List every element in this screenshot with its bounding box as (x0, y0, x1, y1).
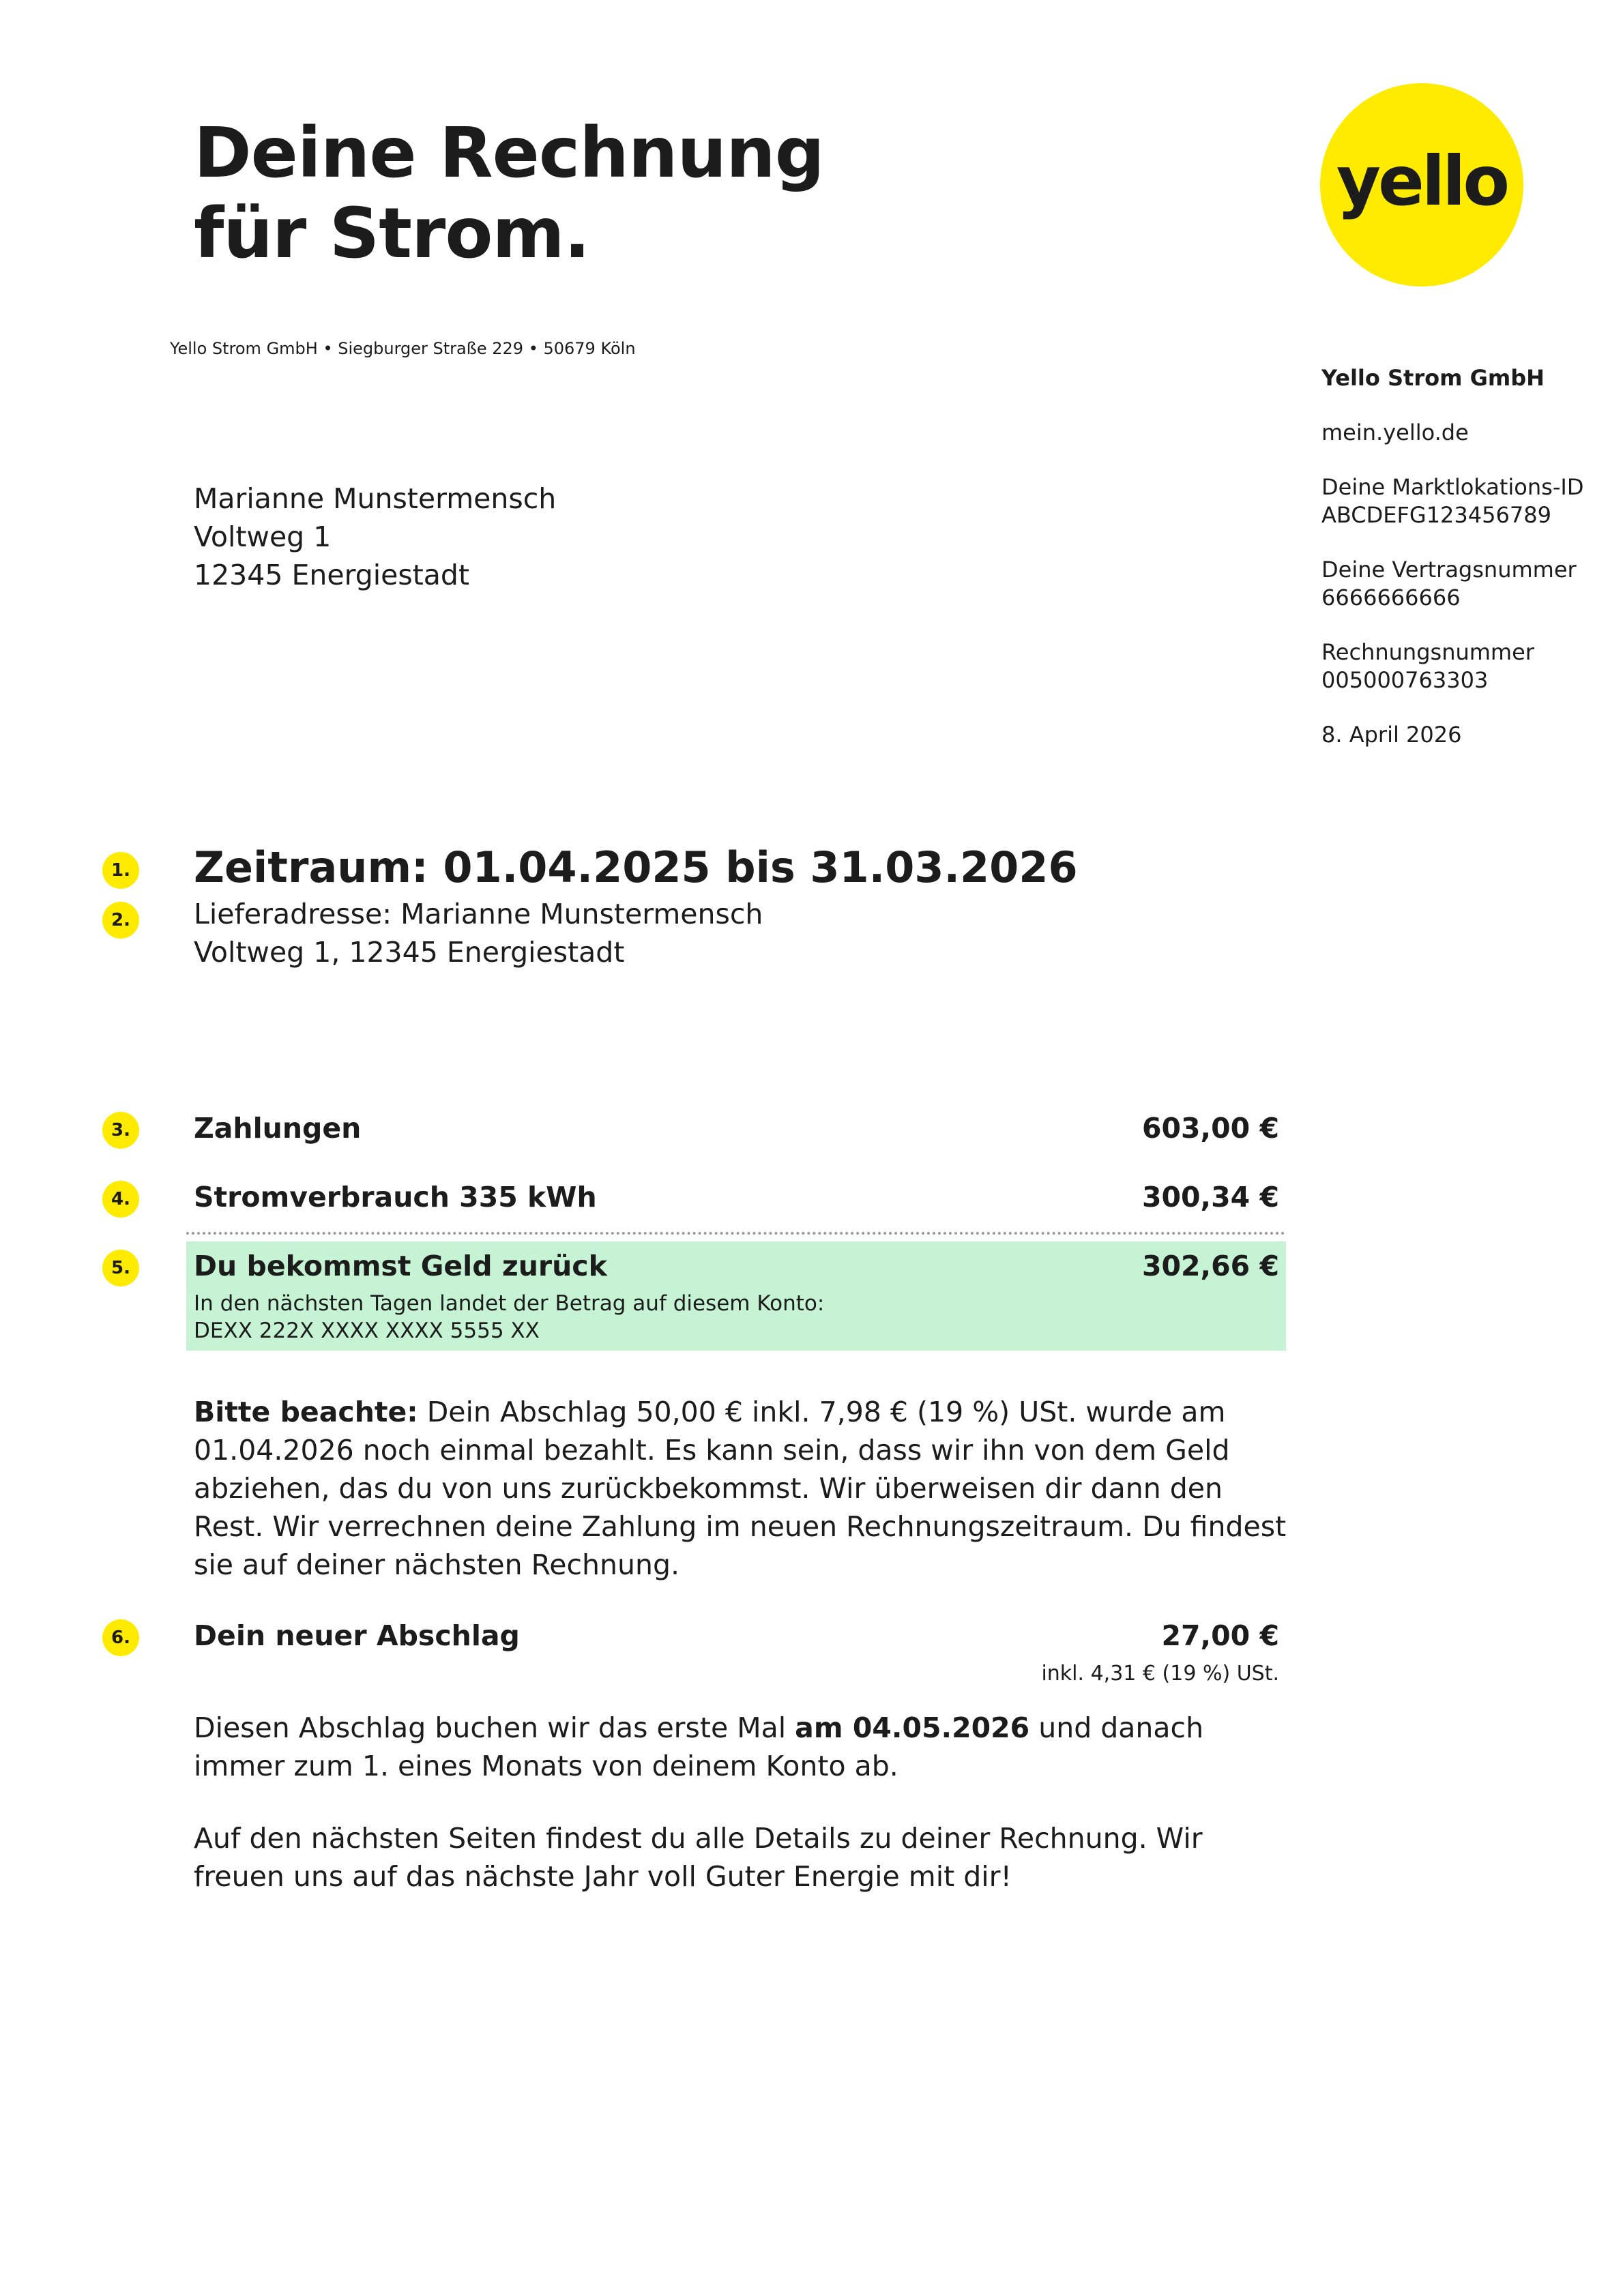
sidebar-date: 8. April 2026 (1321, 722, 1462, 748)
schedule-text-before: Diesen Abschlag buchen wir das erste Mal (194, 1711, 795, 1744)
schedule-date: am 04.05.2026 (795, 1711, 1030, 1744)
new-installment-label: Dein neuer Abschlag (194, 1619, 520, 1652)
consumption-label: Stromverbrauch 335 kWh (194, 1181, 597, 1213)
sidebar-vertrag-value: 6666666666 (1321, 585, 1461, 610)
badge-2: 2. (102, 902, 139, 939)
title-line-1: Deine Rechnung (194, 113, 824, 194)
logo-text: yello (1336, 141, 1508, 221)
sender-address-line: Yello Strom GmbH • Siegburger Straße 229 • 50679 Köln (170, 339, 636, 358)
consumption-amount: 300,34 € (1141, 1181, 1279, 1213)
payments-label: Zahlungen (194, 1112, 362, 1145)
notice-lead: Bitte beachte: (194, 1396, 418, 1428)
yello-logo (1320, 83, 1523, 286)
badge-1: 1. (102, 852, 139, 889)
new-installment-amount: 27,00 € (1161, 1619, 1279, 1652)
installment-schedule-text (194, 1709, 1299, 1785)
refund-iban: DEXX 222X XXXX XXXX 5555 XX (194, 1319, 540, 1343)
recipient-name: Marianne Munstermensch (194, 482, 557, 515)
sidebar-company: Yello Strom GmbH (1321, 365, 1545, 391)
recipient-address (194, 480, 556, 594)
badge-5: 5. (102, 1250, 139, 1286)
recipient-city: 12345 Energiestadt (194, 559, 470, 591)
schedule-text-after: und danach immer zum 1. eines Monats von deinem Konto ab. (194, 1711, 1204, 1782)
delivery-address (194, 895, 763, 971)
badge-6: 6. (102, 1619, 139, 1656)
notice-text: Dein Abschlag 50,00 € inkl. 7,98 € (19 %) USt. wurde am 01.04.2026 noch einmal bezahlt. Es kann sein, dass wir ihn von dem Geld abziehen, das du von uns zurückbekommst. Wir überweisen dir dann den Rest. Wir verrechnen deine Zahlung im neuen Rechnungszeitraum. Du findest sie auf deiner nächsten Rechnung. (194, 1396, 1287, 1581)
sidebar-website[interactable]: mein.yello.de (1321, 420, 1469, 445)
refund-note: In den nächsten Tagen landet der Betrag auf diesem Konto: (194, 1291, 825, 1316)
title-line-2: für Strom. (194, 193, 590, 274)
sidebar-rechnung-label: Rechnungsnummer (1321, 639, 1534, 665)
refund-label: Du bekommst Geld zurück (194, 1250, 607, 1282)
summary-separator (186, 1232, 1285, 1235)
payment-notice (194, 1393, 1299, 1584)
payments-amount: 603,00 € (1141, 1112, 1279, 1145)
badge-3: 3. (102, 1112, 139, 1149)
recipient-street: Voltweg 1 (194, 520, 332, 553)
billing-period: Zeitraum: 01.04.2025 bis 31.03.2026 (194, 842, 1078, 892)
delivery-line-2: Voltweg 1, 12345 Energiestadt (194, 936, 625, 969)
sidebar-vertrag-label: Deine Vertragsnummer (1321, 557, 1577, 583)
sidebar-marktlokation-value: ABCDEFG123456789 (1321, 502, 1551, 528)
closing-text: Auf den nächsten Seiten findest du alle Details zu deiner Rechnung. Wir freuen uns auf das nächste Jahr voll Guter Energie mit dir! (194, 1822, 1203, 1893)
delivery-line-1: Lieferadresse: Marianne Munstermensch (194, 898, 763, 930)
page-title (194, 113, 824, 274)
new-installment-vat: inkl. 4,31 € (19 %) USt. (1041, 1662, 1279, 1686)
badge-4: 4. (102, 1181, 139, 1218)
refund-amount: 302,66 € (1141, 1250, 1279, 1282)
sidebar-marktlokation-label: Deine Marktlokations-ID (1321, 474, 1584, 500)
sidebar-rechnung-value: 005000763303 (1321, 667, 1489, 693)
